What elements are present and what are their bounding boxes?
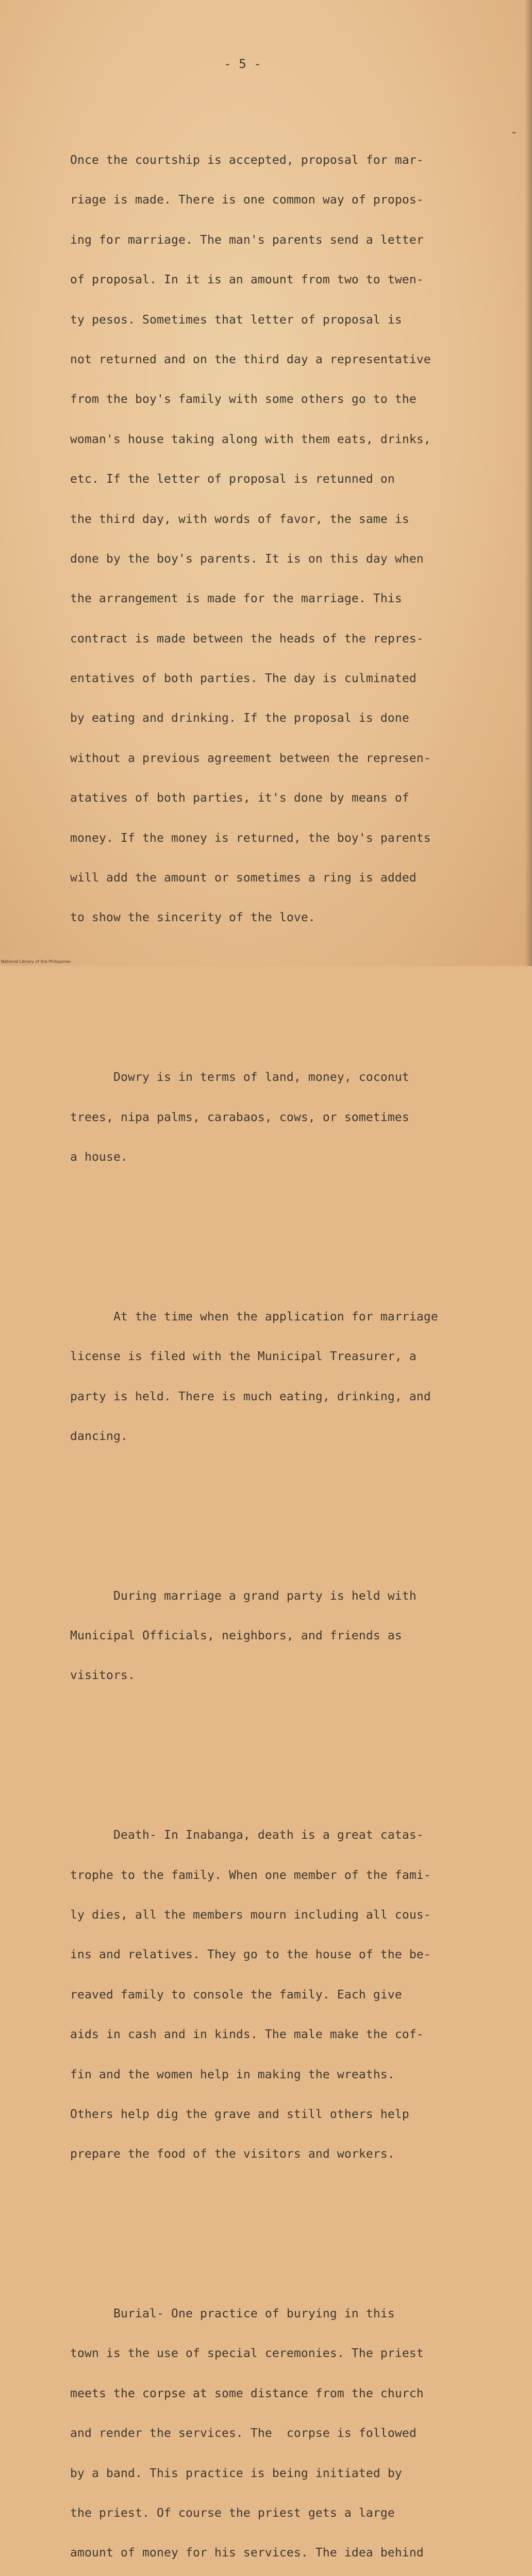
text-line: from the boy's family with some others go to the <box>70 393 519 406</box>
text-line: reaved family to console the family. Each give <box>70 1989 519 2002</box>
text-line: prepare the food of the visitors and workers. <box>70 2148 519 2161</box>
paragraph-dowry <box>70 1045 519 1191</box>
text-line: ly dies, all the members mourn including all cous- <box>70 1909 519 1922</box>
archive-footer-label: National Library of the Philippines <box>1 959 71 964</box>
text-line: not returned and on the third day a representative <box>70 353 519 367</box>
text-line: dancing. <box>70 1430 519 1444</box>
text-line: ing for marriage. The man's parents send a letter <box>70 234 519 247</box>
text-line: the arrangement is made for the marriage. This <box>70 592 519 606</box>
text-line: ty pesos. Sometimes that letter of proposal is <box>70 314 519 327</box>
text-line: etc. If the letter of proposal is retunned on <box>70 473 519 486</box>
text-line: ins and relatives. They go to the house of the be- <box>70 1948 519 1962</box>
paragraph-death <box>70 1803 519 2188</box>
paragraph-marriage-license <box>70 1284 519 1470</box>
text-line: meets the corpse at some distance from the church <box>70 2387 519 2401</box>
text-line: atatives of both parties, it's done by means of <box>70 792 519 805</box>
paragraph-marriage-party <box>70 1563 519 1709</box>
text-line: by eating and drinking. If the proposal is done <box>70 712 519 725</box>
text-line: of proposal. In it is an amount from two to twen- <box>70 274 519 287</box>
body-text <box>70 88 519 2576</box>
document-page <box>0 0 532 966</box>
text-line: trophe to the family. When one member of the fami- <box>70 1869 519 1883</box>
text-line: Burial- One practice of burying in this <box>70 2308 519 2321</box>
text-line: Death- In Inabanga, death is a great catas- <box>70 1829 519 1842</box>
text-line: done by the boy's parents. It is on this day when <box>70 553 519 566</box>
text-line: without a previous agreement between the represen- <box>70 752 519 766</box>
paragraph-gap <box>70 1736 519 1749</box>
paragraph-courtship <box>70 127 519 951</box>
text-line: to show the sincerity of the love. <box>70 911 519 925</box>
text-line: a house. <box>70 1151 519 1164</box>
text-line: At the time when the application for marriage <box>70 1311 519 1324</box>
text-line: town is the use of special ceremonies. The priest <box>70 2347 519 2361</box>
text-line: by a band. This practice is being initiated by <box>70 2467 519 2481</box>
paragraph-gap <box>70 1497 519 1510</box>
text-line: During marriage a grand party is held with <box>70 1590 519 1603</box>
text-line: fin and the women help in making the wreaths. <box>70 2069 519 2082</box>
text-line: Others help dig the grave and still others help <box>70 2108 519 2122</box>
text-line: party is held. There is much eating, drinking, and <box>70 1391 519 1404</box>
text-line: visitors. <box>70 1669 519 1683</box>
text-line: trees, nipa palms, carabaos, cows, or sometimes <box>70 1111 519 1125</box>
page-number: - 5 - <box>224 58 261 71</box>
paragraph-gap <box>70 978 519 991</box>
text-line: Municipal Officials, neighbors, and friends as <box>70 1630 519 1643</box>
paragraph-burial <box>70 2281 519 2576</box>
text-line: money. If the money is returned, the boy's parents <box>70 832 519 845</box>
text-line: and render the services. The corpse is followed <box>70 2427 519 2441</box>
text-line: Dowry is in terms of land, money, coconut <box>70 1071 519 1084</box>
paper-edge-shadow <box>525 0 532 966</box>
text-line: amount of money for his services. The idea behind <box>70 2547 519 2560</box>
paragraph-gap <box>70 2214 519 2228</box>
text-line: contract is made between the heads of the repres- <box>70 633 519 646</box>
text-line: will add the amount or sometimes a ring is added <box>70 872 519 885</box>
text-line: the third day, with words of favor, the same is <box>70 513 519 527</box>
text-line: woman's house taking along with them eats, drinks, <box>70 433 519 447</box>
text-line: riage is made. There is one common way of propos- <box>70 194 519 207</box>
text-line: entatives of both parties. The day is culminated <box>70 672 519 686</box>
margin-mark: - <box>510 126 518 139</box>
text-line: license is filed with the Municipal Treasurer, a <box>70 1350 519 1364</box>
paragraph-gap <box>70 1217 519 1231</box>
text-line: aids in cash and in kinds. The male make the cof- <box>70 2028 519 2042</box>
text-line: the priest. Of course the priest gets a large <box>70 2507 519 2520</box>
text-line: Once the courtship is accepted, proposal for mar- <box>70 154 519 167</box>
